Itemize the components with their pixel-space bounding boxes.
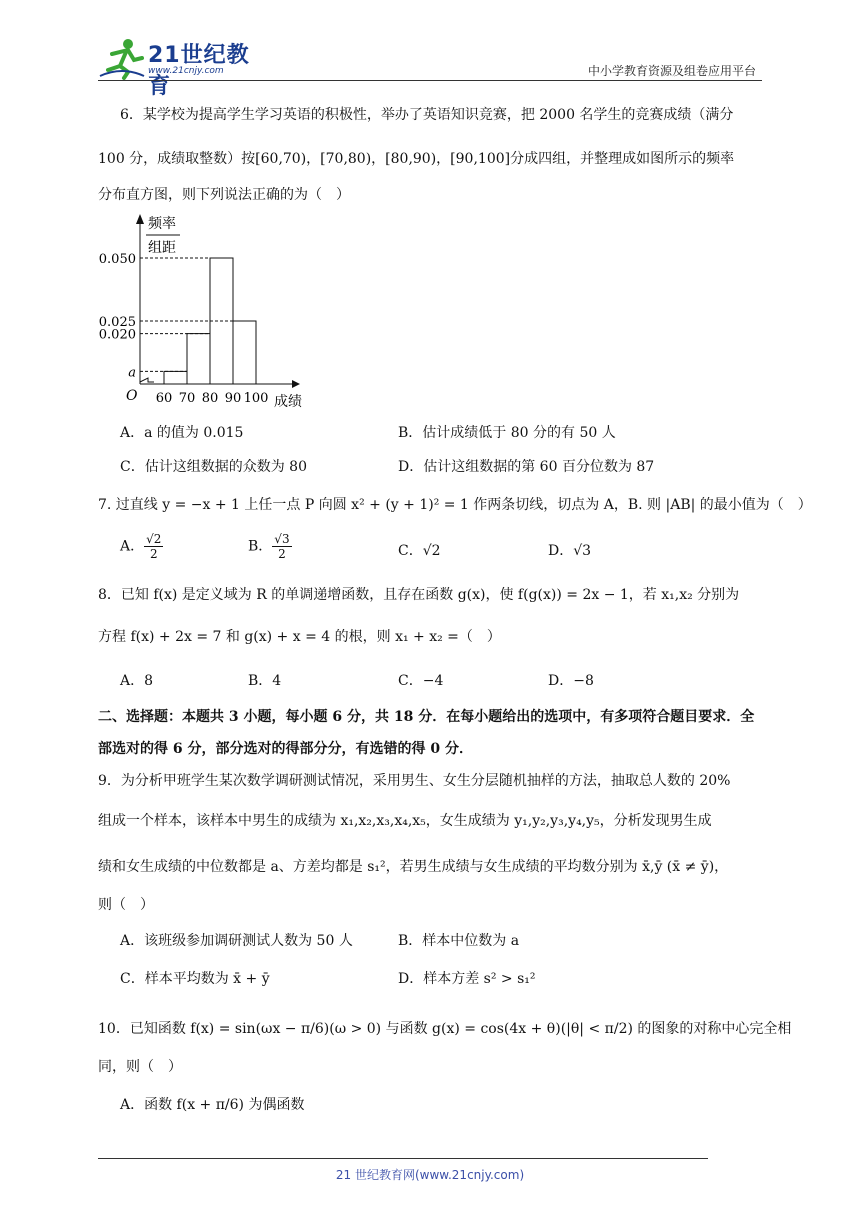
q7-option-a-den: 2	[149, 547, 158, 561]
y-axis-arrow	[136, 214, 144, 224]
section-2-line-2: 部选对的得 6 分，部分选对的得部分分，有选错的得 0 分．	[98, 741, 473, 757]
q7-option-a-fraction	[144, 532, 163, 561]
q7-line: 7. 过直线 y = −x + 1 上任一点 P 向圆 x² + (y + 1)² = 1 作两条切线，切点为 A，B. 则 |AB| 的最小值为（ ）	[98, 497, 812, 513]
x-tick-label: 100	[243, 391, 269, 406]
q7-option-b-num: √3	[274, 532, 290, 546]
q6-option-c: C．估计这组数据的众数为 80	[120, 459, 307, 475]
x-tick-label: 70	[178, 391, 196, 406]
y-tick-label: a	[128, 365, 136, 381]
q10-line-1: 10．已知函数 f(x) = sin(ωx − π/6)(ω > 0) 与函数 g(x) = cos(4x + θ)(|θ| < π/2) 的图象的对称中心完全相	[98, 1021, 792, 1037]
x-tick-label: 80	[201, 391, 219, 406]
q8-line-2: 方程 f(x) + 2x = 7 和 g(x) + x = 4 的根，则 x₁ + x₂ =（ ）	[98, 629, 501, 645]
q10-line-2: 同，则（ ）	[98, 1059, 182, 1075]
q7-option-a-num: √2	[146, 532, 162, 546]
runner-logo-icon	[98, 36, 146, 80]
q8-option-a: A．8	[120, 673, 154, 689]
frequency-histogram	[96, 210, 316, 415]
y-tick-label: 0.020	[98, 327, 136, 343]
q7-option-d: D．√3	[548, 543, 592, 559]
q8-option-b: B．4	[248, 673, 282, 689]
platform-name: 中小学教育资源及组卷应用平台	[587, 64, 756, 78]
q9-option-c: C．样本平均数为 x̄ + ȳ	[120, 971, 270, 987]
q6-line-3: 分布直方图，则下列说法正确的为（ ）	[98, 187, 350, 203]
y-tick-label: 0.050	[98, 252, 136, 267]
site-logo	[98, 36, 268, 99]
x-tick-label: 60	[155, 391, 173, 406]
q9-option-d: D．样本方差 s² > s₁²	[398, 971, 536, 987]
ylabel-bottom: 组距	[148, 240, 176, 256]
ylabel-top: 频率	[148, 216, 176, 232]
q6-option-b: B．估计成绩低于 80 分的有 50 人	[398, 425, 616, 441]
histogram-bar	[164, 371, 187, 384]
q6-line-2: 100 分，成绩取整数）按[60,70)，[70,80)，[80,90)，[90,100]分成四组，并整理成如图所示的频率	[98, 151, 735, 167]
q6-line-1: 6．某学校为提高学生学习英语的积极性，举办了英语知识竞赛，把 2000 名学生的竞赛成绩（满分	[120, 107, 734, 123]
section-2-line-1: 二、选择题：本题共 3 小题，每小题 6 分，共 18 分．在每小题给出的选项中，有多项符合题目要求．全	[98, 709, 755, 725]
x-axis-arrow	[292, 380, 300, 388]
q7-option-a	[120, 532, 163, 561]
logo-sub-text: www.21cnjy.com	[148, 66, 224, 76]
q7-option-b	[248, 532, 292, 561]
q8-option-d: D．−8	[548, 673, 594, 689]
x-tick-label: 90	[224, 391, 242, 406]
footer-divider	[98, 1158, 708, 1159]
q9-line-2: 组成一个样本，该样本中男生的成绩为 x₁,x₂,x₃,x₄,x₅，女生成绩为 y₁,y₂,y₃,y₄,y₅，分析发现男生成	[98, 813, 712, 829]
q9-line-3: 绩和女生成绩的中位数都是 a、方差均都是 s₁²，若男生成绩与女生成绩的平均数分别为 x̄,ȳ (x̄ ≠ ȳ)，	[98, 859, 729, 875]
logo-main-text: 21世纪教育	[148, 43, 250, 99]
q9-option-b: B．样本中位数为 a	[398, 933, 520, 949]
q7-option-c: C．√2	[398, 543, 441, 559]
q7-option-b-den: 2	[278, 547, 286, 561]
histogram-bar	[233, 321, 256, 384]
q6-option-a: A．a 的值为 0.015	[120, 425, 244, 441]
footer-text: 21 世纪教育网(www.21cnjy.com)	[335, 1168, 525, 1182]
q9-line-1: 9．为分析甲班学生某次数学调研测试情况，采用男生、女生分层随机抽样的方法，抽取总人数的 20%	[98, 773, 731, 789]
q7-option-b-fraction	[272, 532, 291, 561]
q8-option-c: C．−4	[398, 673, 444, 689]
y-tick-label: 0.025	[98, 315, 136, 330]
q7-option-b-label: B．	[248, 538, 273, 555]
q6-option-d: D．估计这组数据的第 60 百分位数为 87	[398, 459, 655, 475]
q10-option-a: A．函数 f(x + π/6) 为偶函数	[120, 1097, 305, 1113]
x-axis-label: 成绩	[274, 394, 302, 410]
q9-option-a: A．该班级参加调研测试人数为 50 人	[120, 933, 353, 949]
histogram-bar	[187, 334, 210, 384]
origin-label: O	[126, 388, 138, 404]
axis-break-mark	[140, 378, 154, 382]
q7-option-a-label: A．	[120, 538, 145, 555]
q8-line-1: 8．已知 f(x) 是定义域为 R 的单调递增函数，且存在函数 g(x)，使 f(g(x)) = 2x − 1，若 x₁,x₂ 分别为	[98, 587, 740, 603]
q9-line-4: 则（ ）	[98, 897, 154, 913]
header-divider	[98, 80, 762, 81]
